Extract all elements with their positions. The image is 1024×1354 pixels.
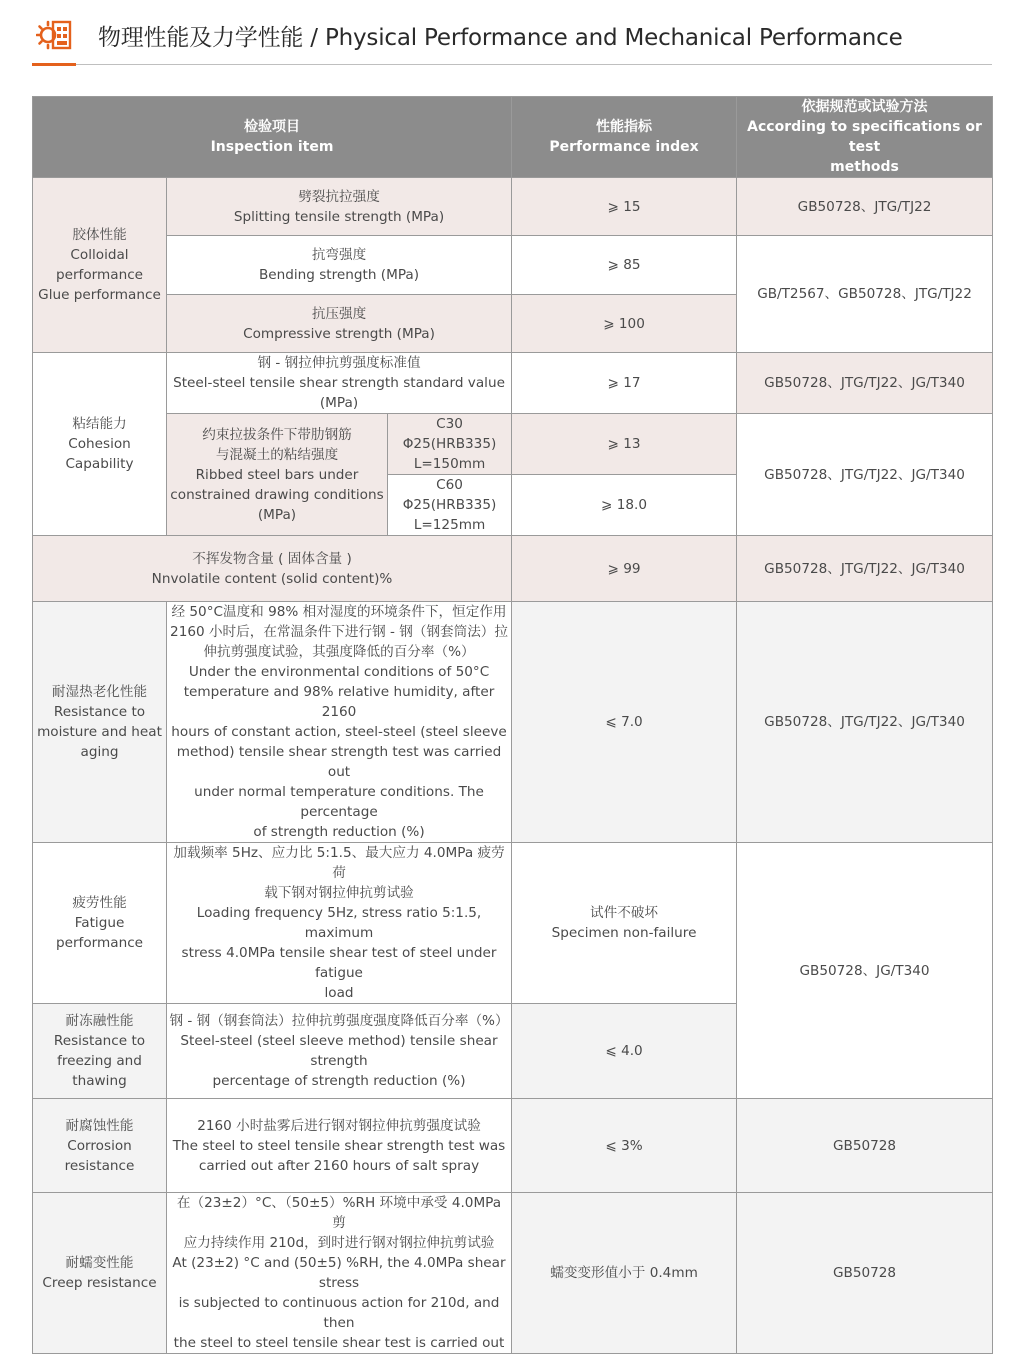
index-nonvolatile: ⩾ 99: [512, 536, 737, 602]
category-cohesion: 粘结能力 Cohesion Capability: [33, 353, 167, 536]
item-nonvolatile-content: 不挥发物含量 ( 固体含量 ) Nnvolatile content (solid content)%: [33, 536, 512, 602]
table-row: [33, 602, 993, 843]
page-title: 物理性能及力学性能 / Physical Performance and Mechanical Performance: [98, 25, 903, 51]
desc-creep: 在（23±2）°C、（50±5）%RH 环境中承受 4.0MPa 剪 应力持续作用 210d，到时进行钢对钢拉伸抗剪试验 At (23±2) °C and (50±5) %RH, the 4.0MPa shear stress is subjected to continuous action for 210d, and then the steel to steel tensile shear test is carried out: [167, 1193, 512, 1354]
item-splitting-strength: 劈裂抗拉强度 Splitting tensile strength (MPa): [167, 178, 512, 236]
factory-gear-logo-icon: [36, 18, 74, 52]
method-corrosion: GB50728: [737, 1099, 993, 1193]
table-row: [33, 353, 993, 414]
method-steel-shear: GB50728、JTG/TJ22、JG/T340: [737, 353, 993, 414]
performance-table: [32, 96, 993, 1354]
item-ribbed-bond-strength: 约束拉拔条件下带肋钢筋 与混凝土的粘结强度 Ribbed steel bars under constrained drawing conditions (MPa): [167, 414, 388, 536]
table-row: [33, 1193, 993, 1354]
column-header-inspection-item: 检验项目 Inspection item: [33, 97, 512, 178]
category-freeze-thaw: 耐冻融性能 Resistance to freezing and thawing: [33, 1004, 167, 1099]
page-header: [32, 14, 992, 66]
table-header-row: [33, 97, 993, 178]
category-moisture-heat-aging: 耐湿热老化性能 Resistance to moisture and heat aging: [33, 602, 167, 843]
item-compressive-strength: 抗压强度 Compressive strength (MPa): [167, 295, 512, 353]
index-splitting: ⩾ 15: [512, 178, 737, 236]
category-fatigue: 疲劳性能 Fatigue performance: [33, 843, 167, 1004]
category-corrosion: 耐腐蚀性能 Corrosion resistance: [33, 1099, 167, 1193]
method-moisture-heat-aging: GB50728、JTG/TJ22、JG/T340: [737, 602, 993, 843]
column-header-performance-index: 性能指标 Performance index: [512, 97, 737, 178]
table-row: [33, 843, 993, 1004]
method-fatigue-freeze: GB50728、JG/T340: [737, 843, 993, 1099]
method-ribbed: GB50728、JTG/TJ22、JG/T340: [737, 414, 993, 536]
method-nonvolatile: GB50728、JTG/TJ22、JG/T340: [737, 536, 993, 602]
subitem-c60: C60 Φ25(HRB335) L=125mm: [388, 475, 512, 536]
index-c30: ⩾ 13: [512, 414, 737, 475]
table-row: [33, 414, 993, 475]
index-compressive: ⩾ 100: [512, 295, 737, 353]
method-creep: GB50728: [737, 1193, 993, 1354]
header-divider: [32, 64, 992, 65]
index-c60: ⩾ 18.0: [512, 475, 737, 536]
index-freeze-thaw: ⩽ 4.0: [512, 1004, 737, 1099]
desc-moisture-heat-aging: 经 50°C温度和 98% 相对湿度的环境条件下，恒定作用 2160 小时后，在常温条件下进行钢 - 钢（钢套筒法）拉 伸抗剪强度试验，其强度降低的百分率（%） Under the environmental conditions of 50°C temperature and 98% relative humidity, after 2160 hours of constant action, steel-steel (steel sleeve method) tensile shear strength test was carried out under normal temperature conditions. The percentage of strength reduction (%): [167, 602, 512, 843]
table-row: [33, 178, 993, 236]
column-header-method: 依据规范或试验方法 According to specifications or test methods: [737, 97, 993, 178]
index-bending: ⩾ 85: [512, 236, 737, 295]
index-moisture-heat-aging: ⩽ 7.0: [512, 602, 737, 843]
desc-freeze-thaw: 钢 - 钢（钢套筒法）拉伸抗剪强度强度降低百分率（%） Steel-steel (steel sleeve method) tensile shear strength percentage of strength reduction (%): [167, 1004, 512, 1099]
item-steel-shear-standard: 钢 - 钢拉伸抗剪强度标准值 Steel-steel tensile shear strength standard value (MPa): [167, 353, 512, 414]
index-fatigue: 试件不破坏 Specimen non-failure: [512, 843, 737, 1004]
index-corrosion: ⩽ 3%: [512, 1099, 737, 1193]
index-creep: 蠕变变形值小于 0.4mm: [512, 1193, 737, 1354]
table-row: [33, 536, 993, 602]
method-splitting: GB50728、JTG/TJ22: [737, 178, 993, 236]
item-bending-strength: 抗弯强度 Bending strength (MPa): [167, 236, 512, 295]
desc-fatigue: 加载频率 5Hz、应力比 5:1.5、最大应力 4.0MPa 疲劳荷 载下钢对钢拉伸抗剪试验 Loading frequency 5Hz, stress ratio 5:1.5, maximum stress 4.0MPa tensile shear test of steel under fatigue load: [167, 843, 512, 1004]
subitem-c30: C30 Φ25(HRB335) L=150mm: [388, 414, 512, 475]
table-row: [33, 1099, 993, 1193]
desc-corrosion: 2160 小时盐雾后进行钢对钢拉伸抗剪强度试验 The steel to steel tensile shear strength test was carried out after 2160 hours of salt spray: [167, 1099, 512, 1193]
header-divider-accent: [32, 63, 76, 66]
table-row: [33, 236, 993, 295]
category-glue: 胶体性能 Colloidal performance Glue performance: [33, 178, 167, 353]
method-bending-compressive: GB/T2567、GB50728、JTG/TJ22: [737, 236, 993, 353]
category-creep: 耐蠕变性能 Creep resistance: [33, 1193, 167, 1354]
index-steel-shear: ⩾ 17: [512, 353, 737, 414]
